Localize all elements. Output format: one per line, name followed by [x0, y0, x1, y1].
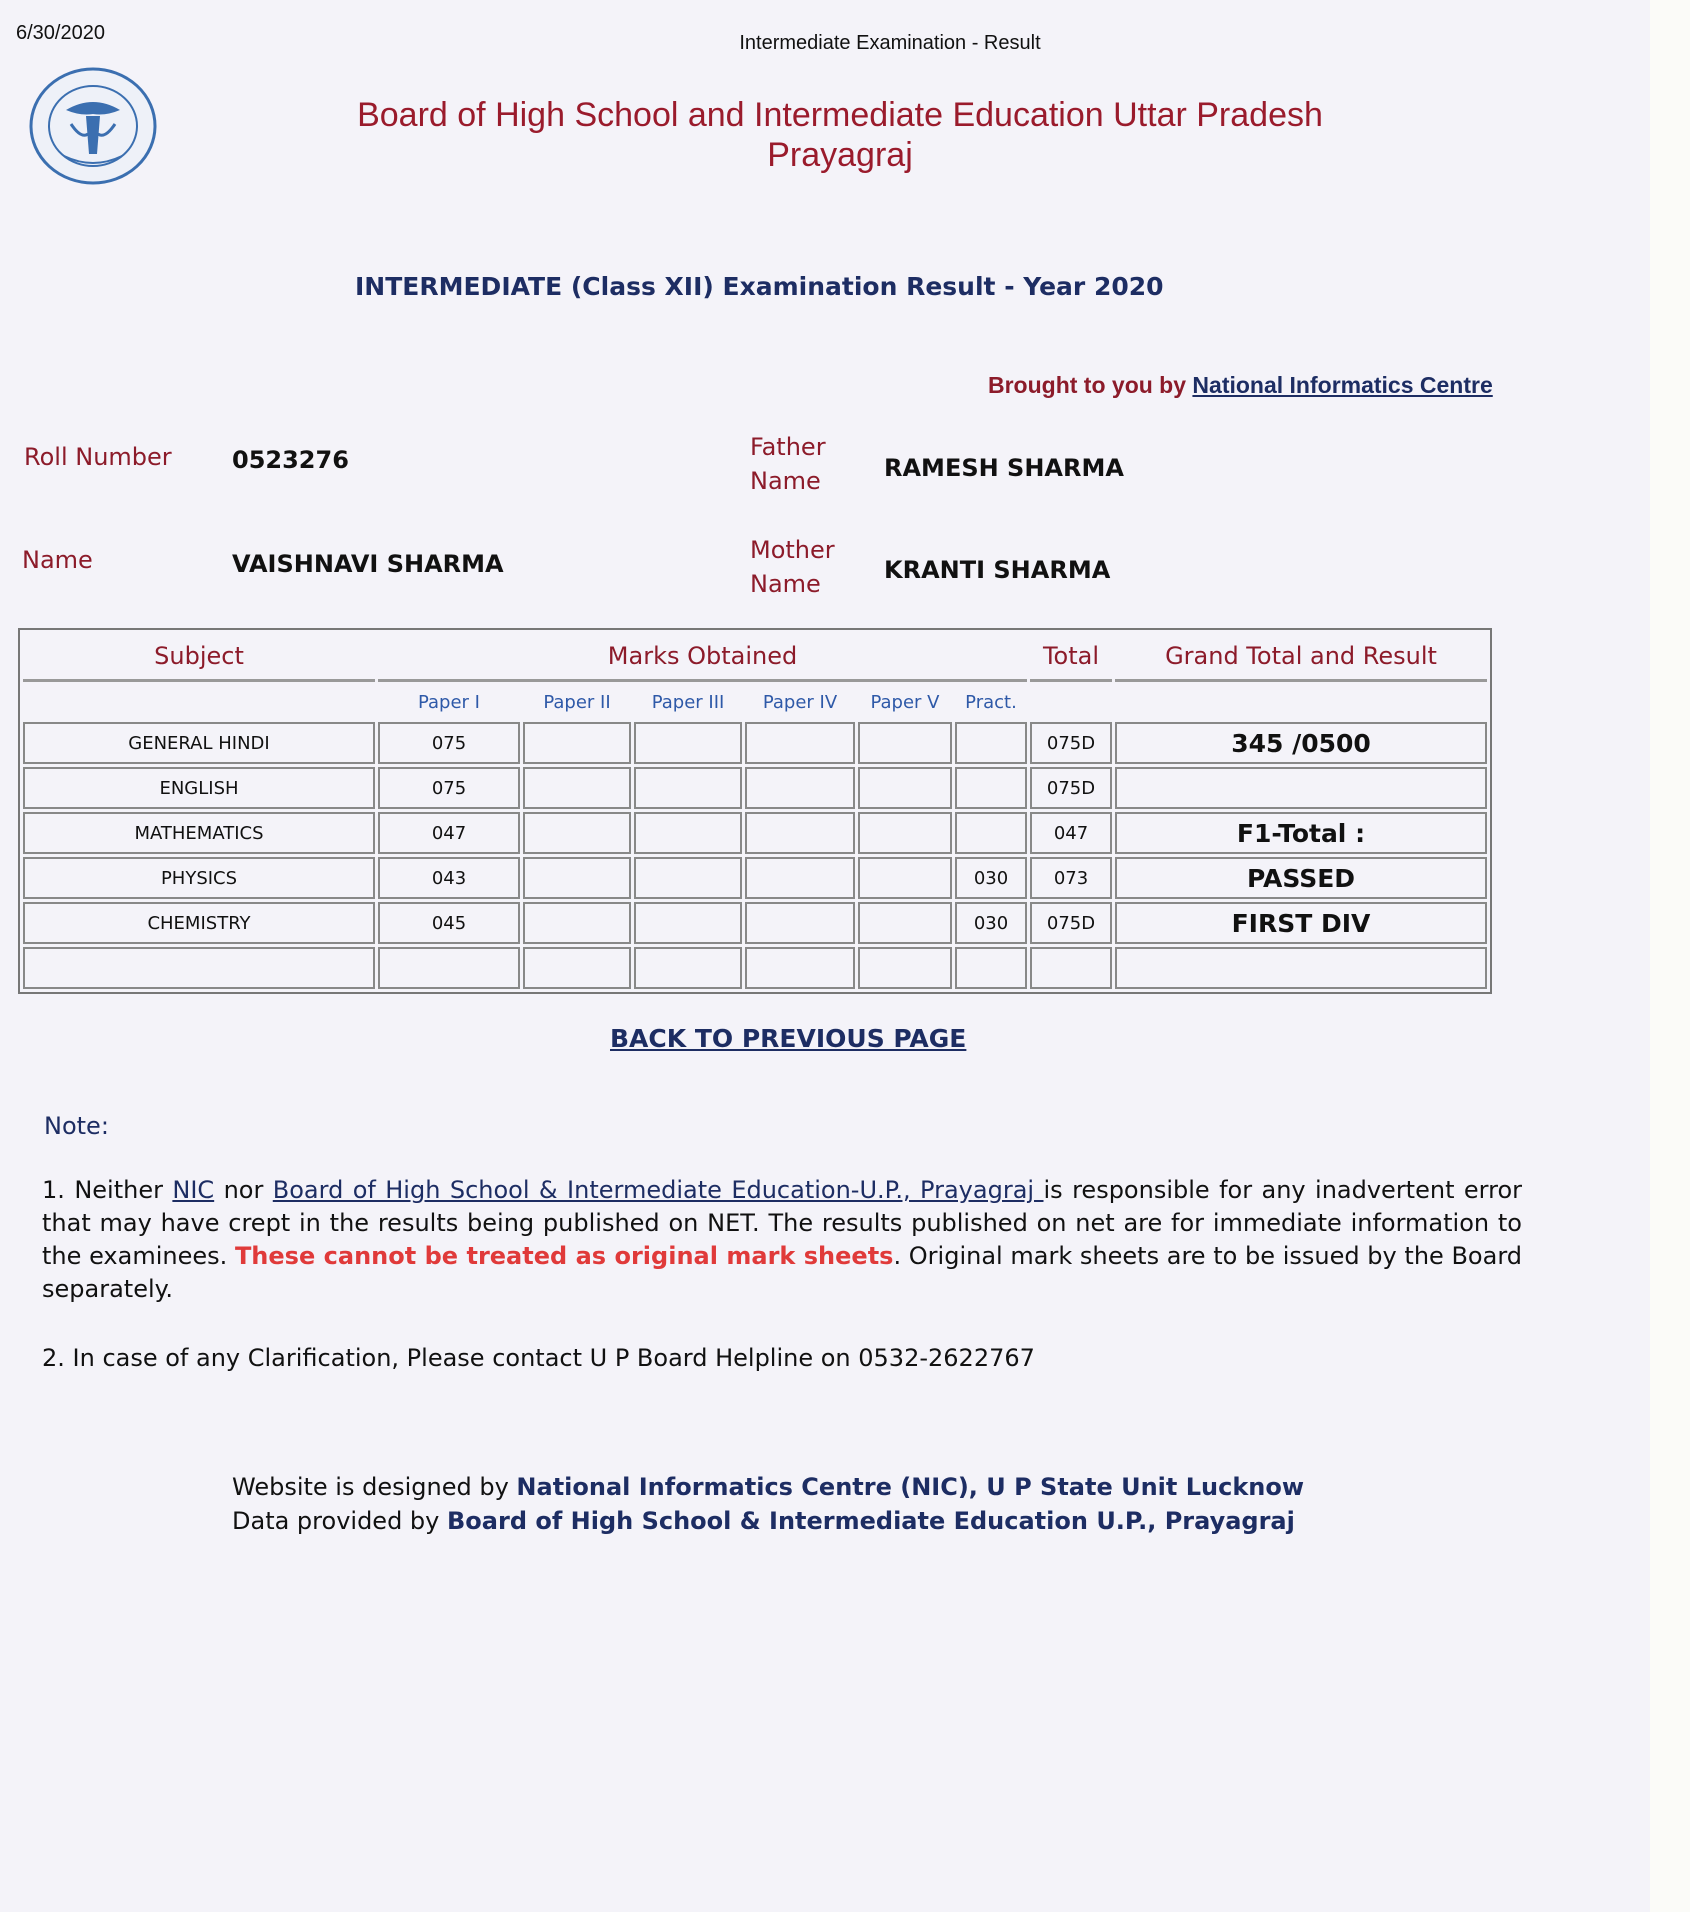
marks-obtained-header: Marks Obtained — [378, 633, 1027, 682]
father-label-line2: Name — [750, 467, 821, 495]
total-header: Total — [1030, 633, 1112, 682]
board-seal-logo — [26, 64, 160, 188]
paper-1-cell: 043 — [378, 857, 520, 899]
table-row — [23, 812, 1487, 854]
note-1 — [42, 1174, 1522, 1306]
footer — [232, 1470, 1304, 1538]
footer-board-credit: Board of High School & Intermediate Education U.P., Prayagraj — [447, 1507, 1295, 1535]
paper-2-cell — [523, 812, 631, 854]
footer-line-1-prefix: Website is designed by — [232, 1473, 517, 1501]
subheader-paper-1: Paper I — [417, 691, 480, 713]
mother-name-value: KRANTI SHARMA — [884, 556, 1111, 584]
table-subheader-row — [23, 685, 1487, 719]
paper-edge — [1650, 0, 1690, 1912]
roll-number-value: 0523276 — [232, 446, 349, 474]
paper-3-cell — [634, 767, 742, 809]
paper-1-cell — [378, 947, 520, 989]
marks-table — [18, 628, 1492, 994]
subject-cell: GENERAL HINDI — [23, 722, 375, 764]
subject-header: Subject — [23, 633, 375, 682]
paper-3-cell — [634, 947, 742, 989]
practical-cell — [955, 722, 1027, 764]
father-name-label — [750, 430, 826, 498]
note-1-text-d: . Original mark sheets are to be issued by the Board separately. — [42, 1242, 1523, 1303]
practical-cell: 030 — [955, 902, 1027, 944]
footer-line-2 — [232, 1504, 1304, 1538]
paper-3-cell — [634, 722, 742, 764]
mother-name-label — [750, 533, 835, 601]
mark-sheet-warning: These cannot be treated as original mark sheets — [234, 1242, 894, 1270]
nic-link[interactable]: National Informatics Centre — [1192, 372, 1493, 398]
practical-cell: 030 — [955, 857, 1027, 899]
board-name — [300, 95, 1380, 175]
subheader-paper-4: Paper IV — [762, 691, 838, 713]
subject-cell: MATHEMATICS — [23, 812, 375, 854]
subheader-blank — [23, 685, 375, 719]
paper-2-cell — [523, 722, 631, 764]
paper-2-cell — [523, 947, 631, 989]
total-cell — [1030, 947, 1112, 989]
note-1-text-a: 1. Neither — [42, 1176, 173, 1204]
paper-2-cell — [523, 857, 631, 899]
subheader-paper-3: Paper III — [651, 691, 725, 713]
name-value: VAISHNAVI SHARMA — [232, 550, 504, 578]
practical-cell — [955, 947, 1027, 989]
paper-1-cell: 075 — [378, 767, 520, 809]
paper-5-cell — [858, 902, 952, 944]
subheader-total-blank — [1030, 685, 1112, 719]
footer-line-2-prefix: Data provided by — [232, 1507, 447, 1535]
table-row — [23, 857, 1487, 899]
f1-total-label: F1-Total : — [1115, 812, 1487, 854]
subject-cell: CHEMISTRY — [23, 902, 375, 944]
back-to-previous-page-link[interactable]: BACK TO PREVIOUS PAGE — [610, 1024, 967, 1053]
grand-total-header: Grand Total and Result — [1115, 633, 1487, 682]
paper-1-cell: 047 — [378, 812, 520, 854]
note-heading: Note: — [44, 1112, 109, 1140]
paper-5-cell — [858, 767, 952, 809]
father-name-value: RAMESH SHARMA — [884, 454, 1124, 482]
paper-5-cell — [858, 722, 952, 764]
result-cell — [1115, 767, 1487, 809]
paper-3-cell — [634, 902, 742, 944]
name-label: Name — [22, 546, 93, 574]
table-row — [23, 902, 1487, 944]
paper-4-cell — [745, 722, 855, 764]
subheader-practical: Pract. — [965, 691, 1017, 713]
practical-cell — [955, 812, 1027, 854]
subject-cell: ENGLISH — [23, 767, 375, 809]
grand-total-value: 345 /0500 — [1115, 722, 1487, 764]
paper-4-cell — [745, 902, 855, 944]
mother-label-line2: Name — [750, 570, 821, 598]
subheader-paper-5: Paper V — [870, 691, 940, 713]
paper-3-cell — [634, 857, 742, 899]
brought-by — [988, 372, 1493, 399]
paper-5-cell — [858, 947, 952, 989]
paper-1-cell: 075 — [378, 722, 520, 764]
board-name-line2: Prayagraj — [767, 136, 913, 174]
practical-cell — [955, 767, 1027, 809]
paper-1-cell: 045 — [378, 902, 520, 944]
total-cell: 073 — [1030, 857, 1112, 899]
father-label-line1: Father — [750, 433, 826, 461]
note-1-text-c: is responsible for any inadvertent error that may have crept in the results being published on NET. The results published on net are for immediate information to the examinees. — [42, 1176, 1522, 1270]
subject-cell — [23, 947, 375, 989]
paper-4-cell — [745, 812, 855, 854]
note-2: 2. In case of any Clarification, Please contact U P Board Helpline on 0532-2622767 — [42, 1344, 1035, 1372]
paper-2-cell — [523, 767, 631, 809]
paper-2-cell — [523, 902, 631, 944]
paper-4-cell — [745, 857, 855, 899]
paper-4-cell — [745, 947, 855, 989]
subject-cell: PHYSICS — [23, 857, 375, 899]
note-1-text-b: nor — [214, 1176, 273, 1204]
roll-number-label: Roll Number — [24, 443, 172, 471]
footer-nic-credit: National Informatics Centre (NIC), U P State Unit Lucknow — [516, 1473, 1305, 1501]
table-row — [23, 947, 1487, 989]
result-status: PASSED — [1115, 857, 1487, 899]
footer-line-1 — [232, 1470, 1304, 1504]
total-cell: 047 — [1030, 812, 1112, 854]
paper-3-cell — [634, 812, 742, 854]
brought-by-prefix: Brought to you by — [988, 372, 1187, 398]
board-name-line1: Board of High School and Intermediate Education Uttar Pradesh — [357, 96, 1323, 134]
table-row — [23, 767, 1487, 809]
paper-5-cell — [858, 812, 952, 854]
paper-4-cell — [745, 767, 855, 809]
exam-title: INTERMEDIATE (Class XII) Examination Result - Year 2020 — [355, 272, 1164, 301]
board-note-link[interactable]: Board of High School & Intermediate Education-U.P., Prayagraj — [272, 1176, 1044, 1204]
subheader-paper-2: Paper II — [543, 691, 611, 713]
subheader-grand-blank — [1115, 685, 1487, 719]
division-result: FIRST DIV — [1115, 902, 1487, 944]
total-cell: 075D — [1030, 722, 1112, 764]
mother-label-line1: Mother — [750, 536, 835, 564]
result-cell — [1115, 947, 1487, 989]
print-title: Intermediate Examination - Result — [739, 32, 1041, 54]
nic-note-link[interactable]: NIC — [172, 1176, 215, 1204]
table-row — [23, 722, 1487, 764]
print-date: 6/30/2020 — [16, 22, 105, 44]
table-header-row — [23, 633, 1487, 682]
total-cell: 075D — [1030, 767, 1112, 809]
paper-5-cell — [858, 857, 952, 899]
total-cell: 075D — [1030, 902, 1112, 944]
